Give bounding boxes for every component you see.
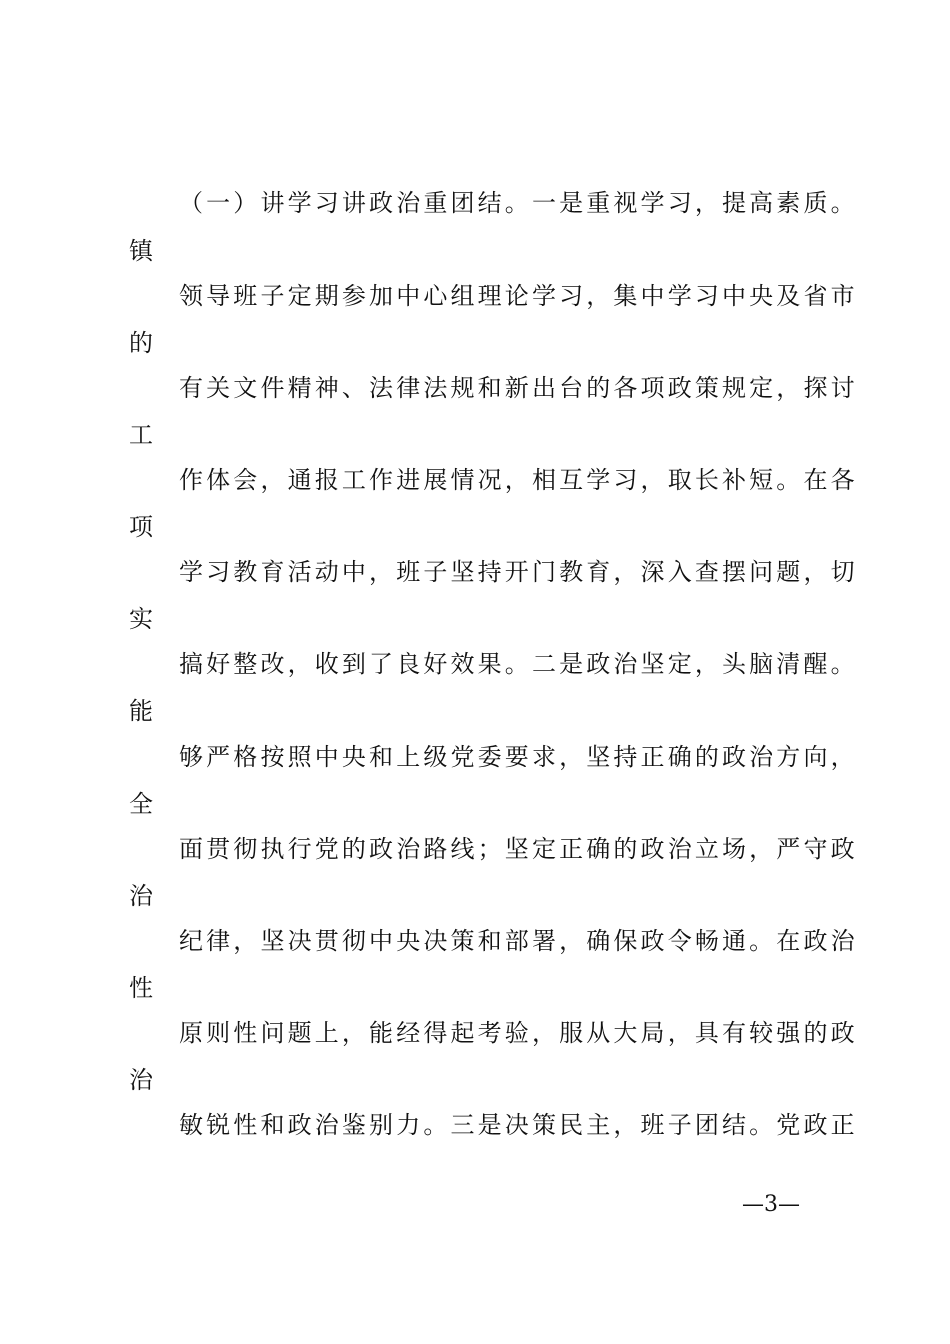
text-line: 纪律，坚决贯彻中央决策和部署，确保政令畅通。在政治 (179, 927, 858, 955)
wrapped-char: 全 (129, 790, 153, 818)
wrapped-char: 的 (129, 329, 153, 357)
wrapped-char: 治 (129, 882, 153, 910)
text-line: 搞好整改，收到了良好效果。二是政治坚定，头脑清醒。 (179, 650, 858, 678)
text-line: 领导班子定期参加中心组理论学习，集中学习中央及省市 (179, 282, 858, 310)
wrapped-char: 工 (129, 421, 153, 449)
text-line: 面贯彻执行党的政治路线；坚定正确的政治立场，严守政 (179, 835, 858, 863)
text-line: 够严格按照中央和上级党委要求，坚持正确的政治方向， (179, 743, 858, 771)
text-line: 作体会，通报工作进展情况，相互学习，取长补短。在各 (179, 466, 858, 494)
wrapped-char: 能 (129, 697, 153, 725)
wrapped-char: 性 (129, 974, 153, 1002)
text-line: 有关文件精神、法律法规和新出台的各项政策规定，探讨 (179, 374, 858, 402)
text-line: （一）讲学习讲政治重团结。一是重视学习，提高素质。 (179, 189, 858, 217)
page-number: —3— (742, 1192, 800, 1217)
text-line: 敏锐性和政治鉴别力。三是决策民主，班子团结。党政正 (179, 1111, 858, 1139)
wrapped-char: 实 (129, 605, 153, 633)
text-line: 学习教育活动中，班子坚持开门教育，深入查摆问题，切 (179, 558, 858, 586)
wrapped-char: 镇 (129, 237, 153, 265)
wrapped-char: 治 (129, 1066, 153, 1094)
wrapped-char: 项 (129, 513, 153, 541)
text-line: 原则性问题上，能经得起考验，服从大局，具有较强的政 (179, 1019, 858, 1047)
